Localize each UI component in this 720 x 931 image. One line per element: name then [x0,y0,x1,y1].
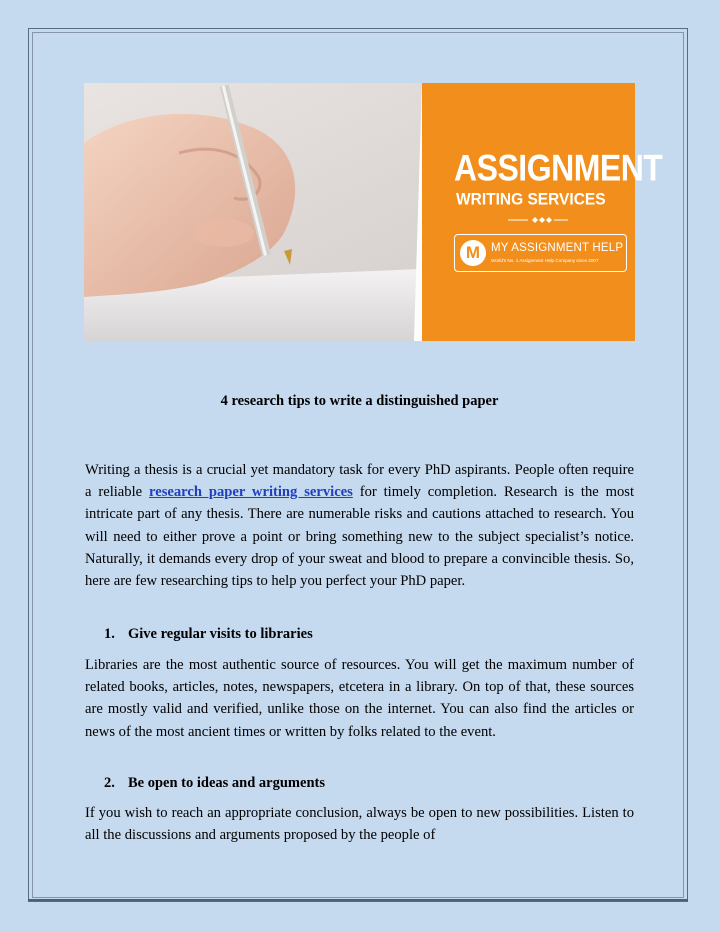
section-heading-text: Give regular visits to libraries [128,626,313,642]
intro-text-start: Writing a thesis is a crucial yet mandatory task for every PhD aspirants. People often require a reliable [85,462,634,501]
section-body-2: If you wish to reach an appropriate conclusion, always be open to new possibilities. Listen to all the discussions and arguments proposed by the people of [85,805,634,844]
intro-text-end: for timely completion. Research is the most intricate part of any thesis. There are numerable risks and cautions attached to research. You will need to either prove a point or bring something new to the subject specialist’s notice. Naturally, it demands every drop of your sweat and blood to prepare a convincible thesis. So, here are few researching tips to help you perfect your PhD paper. [85,484,635,590]
section-number: 2. [104,775,115,791]
banner-subtitle: WRITING SERVICES [456,190,606,209]
section-heading-text: Be open to ideas and arguments [128,775,325,791]
section-heading-1 [104,626,313,643]
brand-logo [454,234,627,272]
banner-title: ASSIGNMENT [454,147,663,189]
header-banner-image [84,83,663,341]
page-bottom-rule [28,899,688,901]
document-title: 4 research tips to write a distinguished paper [220,393,499,409]
banner-orange-panel [422,83,663,341]
section-number: 1. [104,626,115,642]
research-paper-writing-services-link[interactable]: research paper writing services [149,484,353,501]
section-body-1: Libraries are the most authentic source of resources. You will get the maximum number of related books, articles, notes, newspapers, etcetera in a library. On top of that, these sources are mostly valid and verified, unlike those on the internet. You can also find the articles or news of the most ancient times or written by folks related to the event. [85,657,634,740]
diamond-divider-icon [508,215,568,225]
logo-tagline: World's No. 1 Assignment Help Company since 2007 [491,258,599,263]
logo-mark: M [465,243,481,262]
logo-name: MY ASSIGNMENT HELP [491,242,624,254]
section-heading-2 [104,775,325,792]
intro-paragraph [85,459,634,592]
